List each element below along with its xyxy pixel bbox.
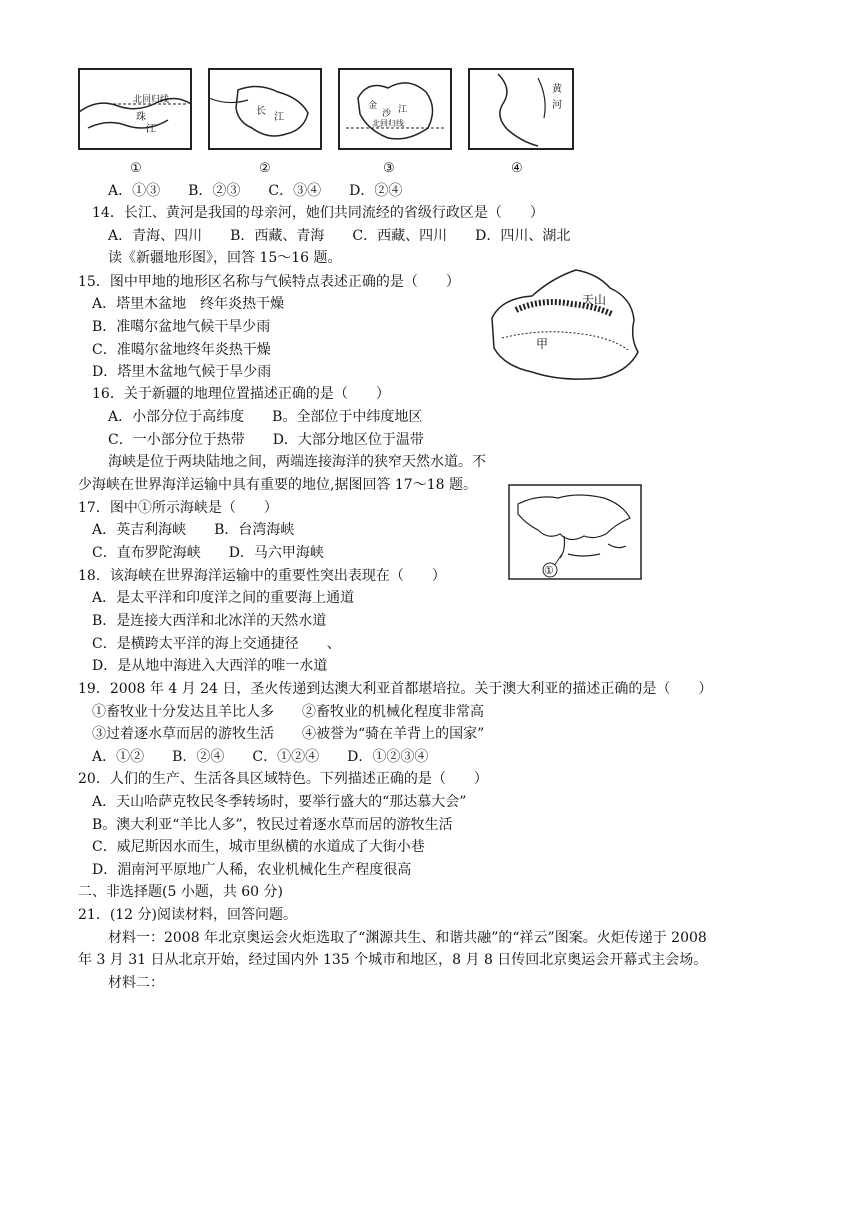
q15-option-b: B．准噶尔盆地气候干旱少雨	[92, 319, 271, 335]
map3-caption: ③	[383, 161, 395, 176]
map1-label-tropic: 北回归线	[133, 95, 170, 105]
q19-options: A．①② B．②④ C．①②④ D．①②③④	[92, 749, 429, 765]
q15-option-d: D．塔里木盆地气候于旱少雨	[92, 364, 272, 380]
q21-material1-line2: 年 3 月 31 日从北京开始，经过国内外 135 个城市和地区，8 月 8 日传回北京奥运会开幕式主会场。	[78, 952, 708, 968]
map4-label-he: 河	[552, 100, 562, 111]
map2-label-jiang: 江	[274, 112, 284, 123]
q18-option-d: D．是从地中海进入大西洋的唯一水道	[92, 658, 328, 674]
map4-label-huang: 黄	[552, 84, 562, 95]
q21-material2: 材料二：	[108, 975, 164, 991]
q17-stem: 17．图中①所示海峡是（ ）	[78, 500, 278, 516]
map-jinsha	[338, 68, 452, 150]
q17-options-1: A．英吉利海峡 B．台湾海峡	[92, 522, 295, 538]
q14-stem: 14．长江、黄河是我国的母亲河，她们共同流经的省级行政区是（ ）	[92, 205, 544, 221]
strait-intro-2: 少海峡在世界海洋运输中具有重要的地位,据图回答 17～18 题。	[78, 477, 477, 493]
q21-stem: 21．(12 分)阅读材料，回答问题。	[78, 907, 298, 923]
q20-option-d: D．湄南河平原地广人稀，农业机械化生产程度很高	[92, 862, 412, 878]
q18-option-a: A．是太平洋和印度洋之间的重要海上通道	[92, 590, 355, 606]
map4-caption: ④	[511, 161, 523, 176]
q15-option-c: C．准噶尔盆地终年炎热干燥	[92, 342, 271, 358]
strait-map-label: ①	[544, 564, 554, 577]
q20-option-c: C．威尼斯因水而生，城市里纵横的水道成了大街小巷	[92, 839, 425, 855]
map1-caption: ①	[130, 161, 142, 176]
xinjiang-map	[482, 268, 642, 386]
q16-options-1: A．小部分位于高纬度 B。全部位于中纬度地区	[108, 409, 423, 425]
q18-option-b: B．是连接大西洋和北冰洋的天然水道	[92, 613, 327, 629]
strait-intro-1: 海峡是位于两块陆地之间，两端连接海洋的狭窄天然水道。不	[108, 454, 486, 470]
section-2-heading: 二、非选择题(5 小题，共 60 分)	[78, 884, 283, 900]
q19-items-2: ③过着逐水草而居的游牧生活 ④被誉为“骑在羊背上的国家”	[92, 726, 485, 742]
map-yangtze	[208, 68, 322, 150]
q15-option-a: A．塔里木盆地 终年炎热干燥	[92, 296, 285, 312]
map3-label-tropic: 北回归线	[372, 119, 404, 128]
q16-options-2: C．一小部分位于热带 D．大部分地区位于温带	[108, 432, 424, 448]
q20-option-a: A．天山哈萨克牧民冬季转场时，要举行盛大的“那达慕大会”	[92, 794, 467, 810]
q20-option-b: B。澳大利亚“羊比人多”，牧民过着逐水草而居的游牧生活	[92, 817, 453, 833]
map2-label-chang: 长	[256, 106, 266, 117]
map-yellow-river	[468, 68, 574, 150]
map1-label-jiang: 江	[146, 124, 156, 135]
q20-stem: 20．人们的生产、生活各具区域特色。下列描述正确的是（ ）	[78, 771, 488, 787]
q18-stem: 18．该海峡在世界海洋运输中的重要性突出表现在（ ）	[78, 568, 446, 584]
map2-caption: ②	[259, 161, 271, 176]
xinjiang-label-tianshan: 天山	[582, 293, 607, 307]
q14-options: A．青海、四川 B．西藏、青海 C．西藏、四川 D．四川、湖北	[108, 228, 571, 244]
map3-label-sha: 沙	[382, 109, 392, 119]
map3-label-jin: 金	[368, 101, 378, 111]
map1-label-zhu: 珠	[136, 112, 146, 123]
xinjiang-intro: 读《新疆地形图》，回答 15～16 题。	[108, 250, 342, 266]
q15-stem: 15．图中甲地的地形区名称与气候特点表述正确的是（ ）	[78, 274, 460, 290]
q16-stem: 16．关于新疆的地理位置描述正确的是（ ）	[92, 386, 390, 402]
strait-map	[508, 484, 642, 580]
q17-options-2: C．直布罗陀海峡 D．马六甲海峡	[92, 545, 324, 561]
xinjiang-label-jia: 甲	[536, 337, 549, 351]
q21-material1-line1: 材料一：2008 年北京奥运会火炬选取了“渊源共生、和谐共融”的“祥云”图案。火炬传递于 2008	[108, 930, 707, 946]
map-pearl-river	[78, 68, 192, 150]
map3-label-jiang: 江	[398, 105, 408, 115]
q19-stem: 19．2008 年 4 月 24 日，圣火传递到达澳大利亚首都堪培拉。关于澳大利亚的描述正确的是（ ）	[78, 681, 713, 697]
q18-option-c: C．是横跨太平洋的海上交通捷径 、	[92, 636, 341, 652]
q13-options: A．①③ B．②③ C．③④ D．②④	[108, 183, 403, 199]
q19-items-1: ①畜牧业十分发达且羊比人多 ②畜牧业的机械化程度非常高	[92, 704, 484, 720]
